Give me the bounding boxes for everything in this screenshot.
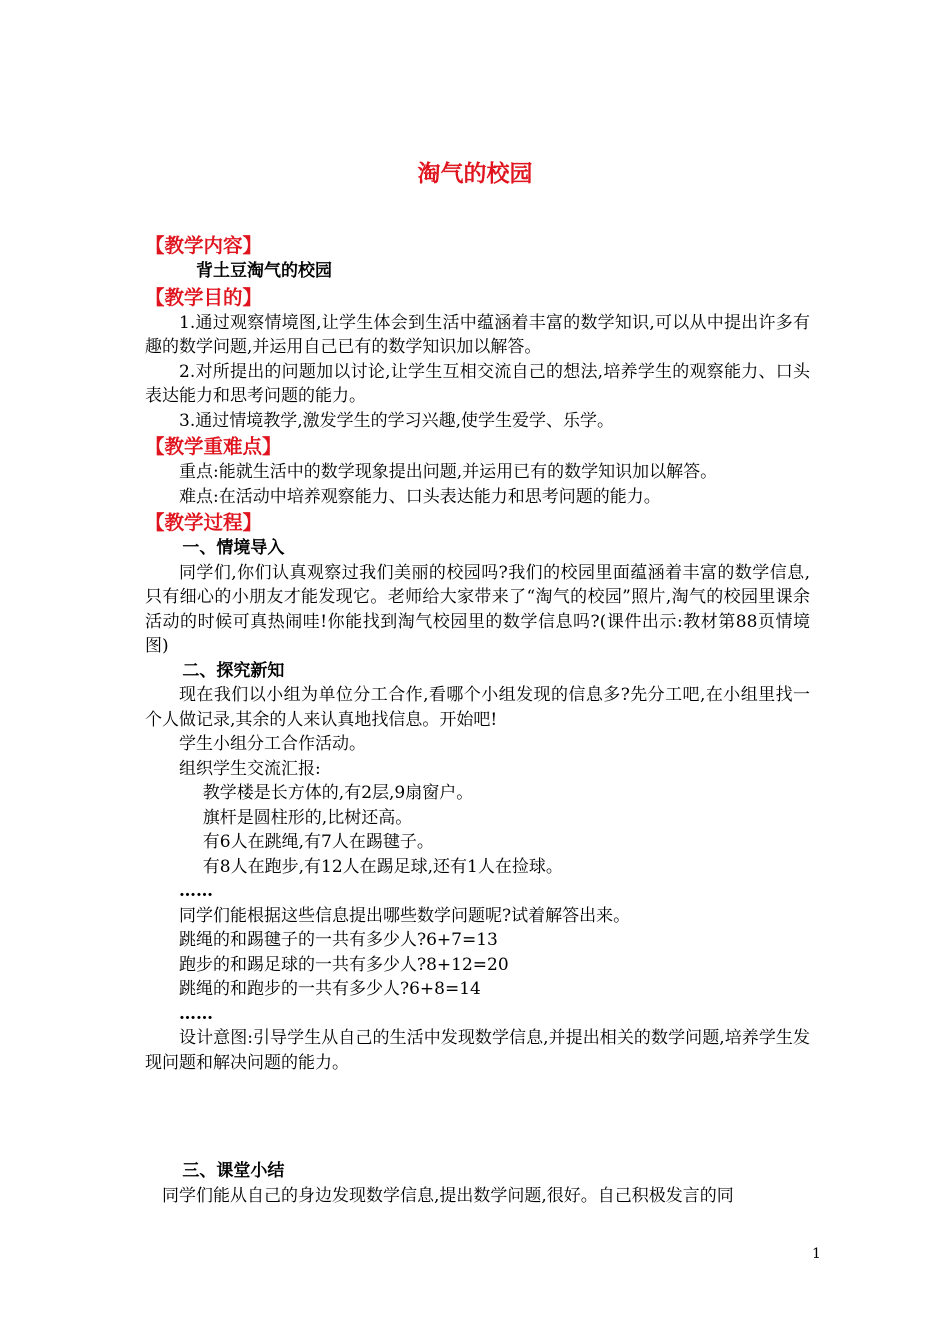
fact-item: 有6人在跳绳,有7人在踢毽子。 <box>202 832 434 852</box>
question-prompt: 同学们能根据这些信息提出哪些数学问题呢?试着解答出来。 <box>179 905 631 926</box>
section-heading-process: 【教学过程】 <box>145 511 263 534</box>
design-intent: 设计意图:引导学生从自己的生活中发现数学信息,并提出相关的数学问题,培养学生发现问题和解决问题的能力。 <box>145 1028 810 1073</box>
spacer <box>145 1075 810 1159</box>
report-line: 组织学生交流汇报: <box>179 758 321 779</box>
question-item: 跑步的和踢足球的一共有多少人?8+12=20 <box>179 954 509 975</box>
question-item: 跳绳的和跑步的一共有多少人?6+8=14 <box>179 979 481 999</box>
ellipsis: …… <box>179 881 213 901</box>
section-heading-keypoints: 【教学重难点】 <box>145 435 282 458</box>
step1-text: 同学们,你们认真观察过我们美丽的校园吗?我们的校园里面蕴涵着丰富的数学信息,只有细心的小朋友才能发现它。老师给大家带来了“淘气的校园”照片,淘气的校园里课余活动的时候可真热闹哇!你能找到淘气校园里的数学信息吗?(课件出示:教材第88页情境图) <box>145 562 810 656</box>
page-number: 1 <box>812 1246 821 1262</box>
activity-line: 学生小组分工合作活动。 <box>179 734 366 754</box>
step3-text: 同学们能从自己的身边发现数学信息,提出数学问题,很好。自己积极发言的同 <box>162 1185 734 1206</box>
goal-item: 2.对所提出的问题加以讨论,让学生互相交流自己的想法,培养学生的观察能力、口头表达能力和思考问题的能力。 <box>145 361 810 406</box>
goal-item: 3.通过情境教学,激发学生的学习兴趣,使学生爱学、乐学。 <box>179 410 615 431</box>
fact-item: 教学楼是长方体的,有2层,9扇窗户。 <box>202 783 474 803</box>
step1-title: 一、情境导入 <box>182 538 285 558</box>
ellipsis: …… <box>179 1003 213 1024</box>
fact-item: 旗杆是圆柱形的,比树还高。 <box>202 807 413 828</box>
step3-title: 三、课堂小结 <box>182 1161 285 1181</box>
step2-text: 现在我们以小组为单位分工合作,看哪个小组发现的信息多?先分工吧,在小组里找一个人做记录,其余的人来认真地找信息。开始吧! <box>145 685 810 730</box>
question-item: 跳绳的和踢毽子的一共有多少人?6+7=13 <box>179 930 498 950</box>
goal-item: 1.通过观察情境图,让学生体会到生活中蕴涵着丰富的数学知识,可以从中提出许多有趣的数学问题,并运用自己已有的数学知识加以解答。 <box>145 312 810 357</box>
keypoint-item: 难点:在活动中培养观察能力、口头表达能力和思考问题的能力。 <box>179 486 661 507</box>
document-body <box>145 232 810 1208</box>
document-title: 淘气的校园 <box>417 160 533 187</box>
section-heading-goals: 【教学目的】 <box>145 285 263 309</box>
content-line: 背土豆淘气的校园 <box>196 261 332 281</box>
keypoint-item: 重点:能就生活中的数学现象提出问题,并运用已有的数学知识加以解答。 <box>179 462 718 482</box>
step2-title: 二、探究新知 <box>182 660 285 681</box>
section-heading-content: 【教学内容】 <box>145 234 263 257</box>
fact-item: 有8人在跑步,有12人在踢足球,还有1人在捡球。 <box>202 856 563 877</box>
